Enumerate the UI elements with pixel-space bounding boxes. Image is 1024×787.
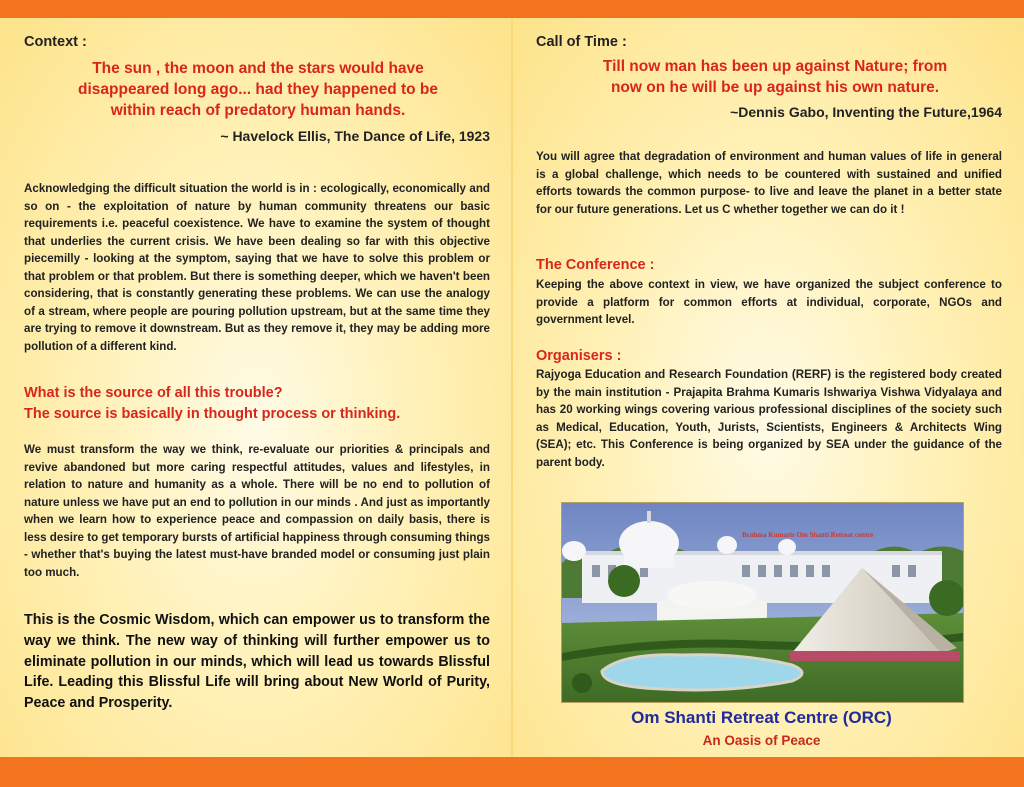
call-of-time-heading: Call of Time :	[536, 34, 627, 50]
top-orange-band	[0, 0, 1024, 18]
organisers-heading: Organisers :	[536, 348, 622, 364]
conference-paragraph: Keeping the above context in view, we have organized the subject conference to provide a platform for common efforts at individual, corporate, NGOs and government level.	[536, 278, 1002, 326]
photo-caption-title: Om Shanti Retreat Centre (ORC)	[631, 708, 892, 727]
source-question-line: What is the source of all this trouble?	[24, 385, 283, 401]
source-answer-line: The source is basically in thought process or thinking.	[24, 406, 401, 422]
call-of-time-quote	[585, 56, 965, 98]
source-question	[24, 383, 494, 425]
cosmic-wisdom-paragraph: This is the Cosmic Wisdom, which can empower us to transform the way we think. The new way of thinking will further empower us to eliminate pollution in our minds, which will lead us towards Blissful Life. Leading this Blissful Life will bring about New World of Purity, Peace and Prosperity.	[24, 612, 490, 712]
quote-line-2: now on he will be up against his own nature.	[610, 79, 940, 96]
bottom-orange-band	[0, 757, 1024, 787]
photo-caption-subtitle: An Oasis of Peace	[702, 733, 821, 748]
context-quote-attribution: ~ Havelock Ellis, The Dance of Life, 1923	[220, 128, 490, 144]
organisers-paragraph: Rajyoga Education and Research Foundation (RERF) is the registered body created by the main institution - Prajapita Brahma Kumaris Ishwariya Vishwa Vidyalaya and has 20 working wings covering various professional disciplines of the society such as Medical, Education, Youth, Jurists, Scientists, Engineers & Architects Wing (SEA); etc. This Conference is being organized by SEA under the guidance of the parent body.	[536, 368, 1002, 469]
photo-overlay-text: Brahma Kumaris Om Shanti Retreat centre	[742, 531, 874, 539]
global-challenge-paragraph: You will agree that degradation of environment and human values of life in general is a global challenge, which needs to be countered with sustained and unified efforts towards the common purpose- to live and leave the planet in a better state for our future generations. Let us C whether together we can do it !	[536, 150, 1002, 216]
transform-paragraph: We must transform the way we think, re-evaluate our priorities & principals and revive abandoned but more caring respectful attitudes, values and lifestyles, in relation to nature and humanity as a whole. There will be no end to pollution of nature unless we have put an end to pollution in our minds . And just as importantly when we learn how to experience peace and compassion on daily basis, there is less desire to get temporary bursts of artificial happiness through consuming things - whether that's buying the latest must-have branded model or consuming just plain too much.	[24, 443, 490, 579]
conference-heading: The Conference :	[536, 257, 655, 273]
context-heading: Context :	[24, 34, 87, 50]
quote-line-1: Till now man has been up against Nature; from	[602, 58, 948, 75]
call-of-time-attribution: ~Dennis Gabo, Inventing the Future,1964	[730, 104, 1002, 120]
context-quote: The sun , the moon and the stars would have disappeared long ago... had they happened to be within reach of predatory human hands.	[78, 60, 438, 119]
retreat-centre-photo	[561, 502, 964, 703]
context-paragraph: Acknowledging the difficult situation the world is in : ecologically, economically and so on - the exploitation of nature by human community threatens our basic requirements i.e. peaceful coexistence. We have to examine the system of thought that underlies the current crisis. We have been dealing so far with this objective piecemilly - looking at the symptom, saying that we have to solve this problem or that problem or that problem. But there is something deeper, which we haven't been considering, that is constantly generating these problems. We can use the analogy of a stream, where people are pouring pollution upstream, but at the same time they are trying to remove it downstream. But as they remove it, they may be adding more pollution of a different kind.	[24, 182, 490, 353]
